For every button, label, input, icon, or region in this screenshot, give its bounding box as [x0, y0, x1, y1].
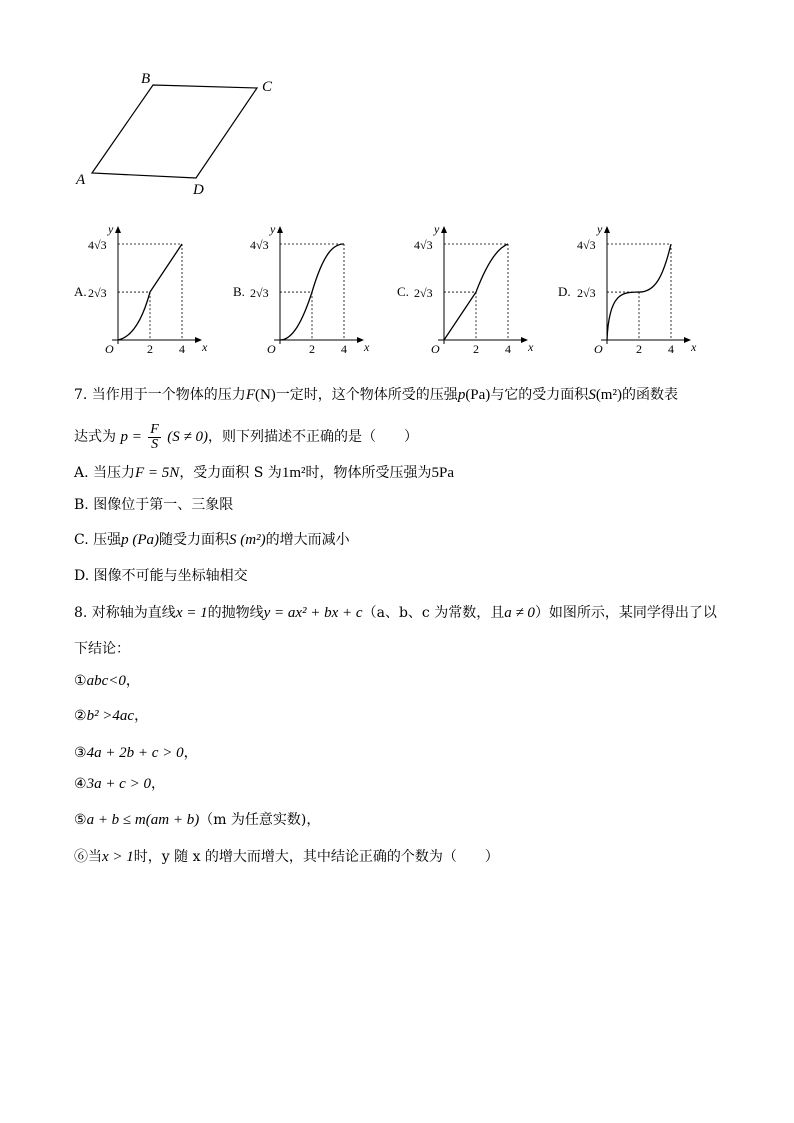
q8-item-2: ②b² >4ac，: [74, 708, 149, 724]
x-tick-label-4: 4: [341, 342, 347, 356]
y-axis-label: y: [108, 222, 114, 236]
q7-stem-line2: 达式为 p = $\frac{F}{S}$ (S ≠ 0)，则下列描述不正确的是（ ）: [74, 421, 419, 452]
x-tick-label-2: 2: [473, 342, 479, 356]
option-label-A: A.: [74, 284, 87, 299]
q8-item-1: ①abc<0，: [74, 673, 140, 689]
y-tick-label-top: 4√3: [577, 238, 596, 252]
x-tick-label-2: 2: [309, 342, 315, 356]
x-axis-label: x: [202, 340, 208, 354]
q7-option-B: B. 图像位于第一、三象限: [74, 497, 234, 513]
y-axis-arrow: [115, 226, 121, 233]
y-axis-label: y: [270, 222, 276, 236]
graph-option-B: [248, 222, 368, 362]
q8-stem-line2: 下结论：: [74, 641, 130, 657]
parallelogram-figure: [60, 60, 300, 210]
y-tick-label-top: 4√3: [414, 238, 433, 252]
y-tick-label-mid: 2√3: [577, 286, 596, 301]
x-axis-label: x: [364, 340, 370, 354]
origin-label: O: [105, 342, 114, 356]
y-tick-label-mid: 2√3: [414, 286, 433, 301]
vertex-label-C: C: [262, 79, 273, 95]
x-axis-label: x: [528, 340, 534, 354]
x-axis-label: x: [691, 340, 697, 354]
origin-label: O: [594, 342, 603, 356]
x-axis-arrow: [684, 337, 691, 343]
q8-item-5: ⑤a + b ≤ m(am + b)（m 为任意实数)，: [74, 812, 321, 828]
y-tick-label-top: 4√3: [250, 238, 269, 252]
x-tick-label-2: 2: [636, 342, 642, 356]
parallelogram-shape: [92, 85, 257, 178]
q7-option-D: D. 图像不可能与坐标轴相交: [74, 568, 248, 584]
y-tick-label-top: 4√3: [88, 238, 107, 252]
q7-stem-line1: 7. 当作用于一个物体的压力F(N)一定时，这个物体所受的压强p(Pa)与它的受力面积S(m²)的函数表: [74, 387, 678, 403]
graph-option-A: [86, 222, 206, 362]
y-tick-label-mid: 2√3: [88, 286, 107, 301]
vertex-label-A: A: [76, 172, 86, 188]
x-tick-label-4: 4: [668, 342, 674, 356]
x-tick-label-4: 4: [505, 342, 511, 356]
x-axis-arrow: [195, 337, 202, 343]
q8-item-6: ⑥当x > 1时，y 随 x 的增大而增大，其中结论正确的个数为（ ）: [74, 849, 499, 865]
y-axis-label: y: [434, 222, 440, 236]
y-axis-label: y: [597, 222, 603, 236]
y-axis-arrow: [441, 226, 447, 233]
q7-option-A: A. 当压力F = 5N，受力面积 S 为1m²时，物体所受压强为5Pa: [74, 465, 454, 481]
origin-label: O: [267, 342, 276, 356]
option-label-B: B.: [233, 284, 245, 299]
q8-stem-line1: 8. 对称轴为直线x = 1的抛物线y = ax² + bx + c（a、b、c 为常数，且a ≠ 0）如图所示，某同学得出了以: [74, 605, 717, 621]
vertex-label-D: D: [193, 182, 204, 198]
q8-item-3: ③4a + 2b + c > 0，: [74, 745, 198, 761]
y-tick-label-mid: 2√3: [250, 286, 269, 301]
q7-fraction: $\frac{F}{S}$: [150, 421, 159, 452]
graph-option-C: [412, 222, 532, 362]
x-tick-label-2: 2: [147, 342, 153, 356]
x-axis-arrow: [521, 337, 528, 343]
origin-label: O: [431, 342, 440, 356]
x-axis-arrow: [357, 337, 364, 343]
q8-item-4: ④3a + c > 0，: [74, 776, 165, 792]
x-tick-label-4: 4: [179, 342, 185, 356]
option-label-D: D.: [558, 284, 571, 299]
vertex-label-B: B: [141, 71, 151, 87]
y-axis-arrow: [277, 226, 283, 233]
option-label-C: C.: [397, 284, 409, 299]
y-axis-arrow: [604, 226, 610, 233]
graph-option-D: [575, 222, 695, 362]
q7-option-C: C. 压强p (Pa)随受力面积S (m²)的增大而减小: [74, 532, 350, 548]
